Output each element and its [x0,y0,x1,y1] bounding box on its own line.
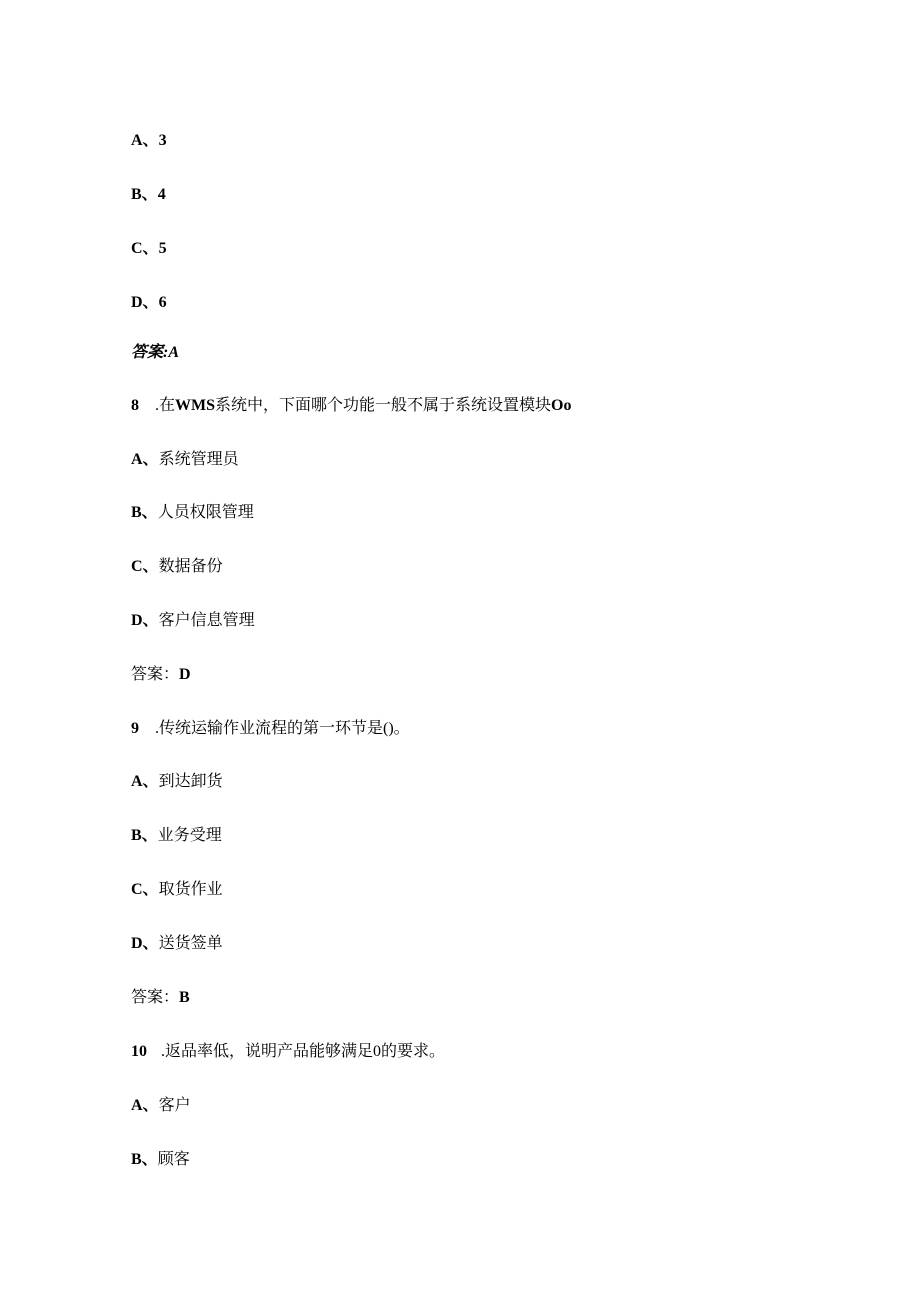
option-letter: D、 [131,935,159,952]
option-letter: A、 [131,773,159,790]
option-letter: C、 [131,558,159,575]
question-text-pre: .在 [155,397,176,414]
q7-option-d [131,293,167,313]
option-text: 5 [158,240,167,257]
q9-option-b [131,826,222,846]
question-number: 9 [131,720,139,737]
option-text: 4 [157,186,166,203]
option-text: 到达卸货 [158,773,223,790]
q9-option-d [131,934,223,954]
option-letter: A、 [131,451,159,468]
q8-option-c [131,557,223,577]
option-letter: D、 [131,612,159,629]
option-text: 取货作业 [158,881,223,898]
option-letter: C、 [131,240,159,257]
q8-option-a [131,450,239,470]
question-text: .传统运输作业流程的第一环节是()。 [155,720,410,737]
question-text: .返品率低，说明产品能够满足0的要求。 [161,1043,446,1060]
option-letter: B、 [131,186,158,203]
q7-answer: 答案:A [131,344,180,361]
question-number: 8 [131,397,139,414]
question-text-end: Oo [551,397,572,414]
option-letter: B、 [131,1151,158,1168]
q10-question [131,1042,445,1062]
option-text: 系统管理员 [158,451,239,468]
q9-question [131,719,410,739]
option-text: 客户信息管理 [158,612,255,629]
option-letter: D、 [131,294,159,311]
option-text: 6 [158,294,167,311]
option-letter: B、 [131,827,158,844]
q8-option-d [131,611,255,631]
q7-option-c [131,239,167,259]
answer-label: 答案： [131,989,180,1006]
option-text: 业务受理 [157,827,222,844]
option-text: 客户 [158,1097,191,1114]
question-text-mid: 系统中，下面哪个功能一般不属于系统设置模块 [215,397,552,414]
q8-question [131,396,571,416]
option-letter: A、 [131,1097,159,1114]
option-text: 顾客 [157,1151,190,1168]
q9-answer [131,988,190,1008]
question-number: 10 [131,1043,147,1060]
q7-option-a [131,131,167,151]
option-letter: B、 [131,504,158,521]
q7-option-b [131,185,166,205]
option-text: 3 [158,132,167,149]
answer-value: D [179,666,191,683]
option-letter: A、 [131,132,159,149]
q8-option-b [131,503,254,523]
q9-option-c [131,880,223,900]
answer-label: 答案： [131,666,180,683]
q9-option-a [131,772,223,792]
question-text-bold: WMS [175,397,216,414]
option-letter: C、 [131,881,159,898]
option-text: 数据备份 [158,558,223,575]
option-text: 人员权限管理 [157,504,254,521]
q10-option-a [131,1096,191,1116]
q10-option-b [131,1150,190,1170]
option-text: 送货签单 [158,935,223,952]
q8-answer [131,665,191,685]
answer-value: B [179,989,190,1006]
